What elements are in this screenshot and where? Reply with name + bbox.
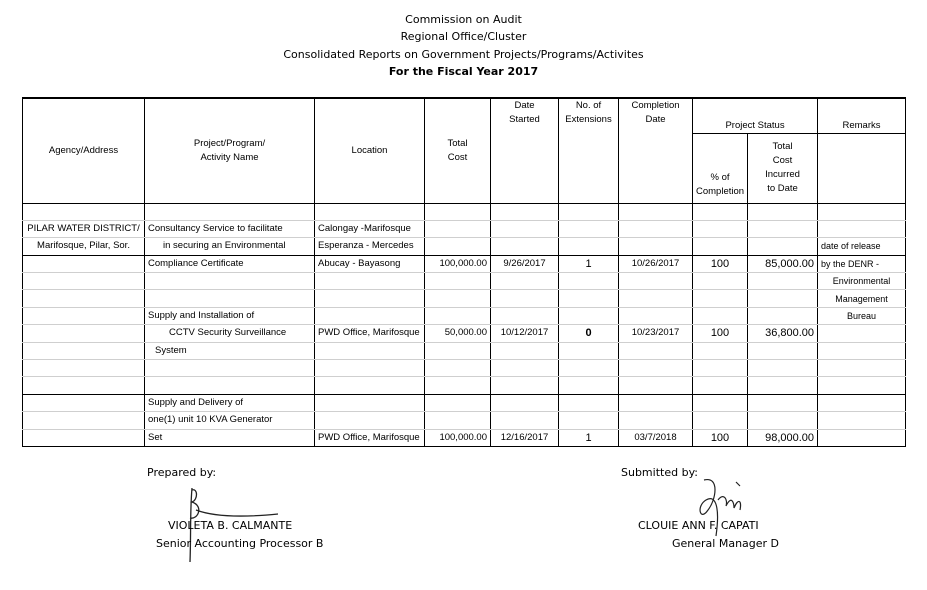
cell-remarks bbox=[818, 325, 906, 342]
column-header-project-status: Project Status bbox=[693, 98, 818, 133]
cell-completed bbox=[619, 238, 693, 255]
cell-started bbox=[491, 220, 559, 237]
cell-ext bbox=[559, 394, 619, 411]
cell-completed bbox=[619, 377, 693, 394]
cell-agency bbox=[23, 412, 145, 429]
table-row bbox=[23, 360, 906, 377]
cell-cost bbox=[425, 360, 491, 377]
table-row bbox=[23, 290, 906, 307]
cell-agency bbox=[23, 429, 145, 446]
submitted-by-title: General Manager D bbox=[672, 537, 780, 550]
cell-pct bbox=[693, 238, 748, 255]
cell-started bbox=[491, 307, 559, 324]
cell-incurred bbox=[748, 290, 818, 307]
cell-cost bbox=[425, 307, 491, 324]
cell-project: one(1) unit 10 KVA Generator bbox=[145, 412, 315, 429]
cell-completed bbox=[619, 360, 693, 377]
cell-agency bbox=[23, 290, 145, 307]
cell-location bbox=[315, 412, 425, 429]
cell-started: 9/26/2017 bbox=[491, 255, 559, 272]
submitted-by-label: Submitted by: bbox=[621, 466, 698, 479]
report-agency-title: Commission on Audit bbox=[405, 13, 522, 26]
cell-location: Abucay - Bayasong bbox=[315, 255, 425, 272]
prepared-by-name: VIOLETA B. CALMANTE bbox=[168, 519, 293, 532]
report-title: Consolidated Reports on Government Projects/Programs/Activites bbox=[283, 48, 644, 61]
cell-incurred bbox=[748, 377, 818, 394]
cell-location bbox=[315, 360, 425, 377]
cell-agency: Marifosque, Pilar, Sor. bbox=[23, 238, 145, 255]
cell-incurred bbox=[748, 273, 818, 290]
prepared-by-title: Senior Accounting Processor B bbox=[156, 537, 324, 550]
table-row bbox=[23, 325, 906, 342]
cell-pct: 100 bbox=[693, 325, 748, 342]
cell-started: 10/12/2017 bbox=[491, 325, 559, 342]
cell-agency bbox=[23, 307, 145, 324]
cell-remarks: Management bbox=[818, 290, 906, 307]
cell-pct bbox=[693, 220, 748, 237]
cell-pct bbox=[693, 394, 748, 411]
column-header-completion-date: Completion Date bbox=[619, 98, 693, 203]
cell-started bbox=[491, 412, 559, 429]
cell-location: Esperanza - Mercedes bbox=[315, 238, 425, 255]
cell-started bbox=[491, 290, 559, 307]
table-row bbox=[23, 255, 906, 272]
cell-pct bbox=[693, 377, 748, 394]
cell-cost bbox=[425, 273, 491, 290]
table-row bbox=[23, 342, 906, 359]
cell-remarks: date of release bbox=[818, 238, 906, 255]
cell-cost: 100,000.00 bbox=[425, 429, 491, 446]
cell-location bbox=[315, 342, 425, 359]
table-row bbox=[23, 394, 906, 411]
cell-remarks bbox=[818, 360, 906, 377]
cell-agency bbox=[23, 273, 145, 290]
cell-started bbox=[491, 360, 559, 377]
cell-project bbox=[145, 290, 315, 307]
cell-incurred: 36,800.00 bbox=[748, 325, 818, 342]
table-row bbox=[23, 238, 906, 255]
cell-remarks bbox=[818, 220, 906, 237]
cell-ext: 1 bbox=[559, 429, 619, 446]
column-header-extensions: No. of Extensions bbox=[559, 98, 619, 203]
cell-started bbox=[491, 394, 559, 411]
cell-cost: 100,000.00 bbox=[425, 255, 491, 272]
cell-agency bbox=[23, 255, 145, 272]
cell-pct bbox=[693, 273, 748, 290]
cell-incurred bbox=[748, 412, 818, 429]
cell-cost bbox=[425, 220, 491, 237]
cell-ext bbox=[559, 342, 619, 359]
table-row bbox=[23, 377, 906, 394]
cell-incurred bbox=[748, 220, 818, 237]
table-row bbox=[23, 412, 906, 429]
cell-started bbox=[491, 273, 559, 290]
cell-cost bbox=[425, 290, 491, 307]
cell-project: CCTV Security Surveillance bbox=[145, 325, 315, 342]
column-header-agency: Agency/Address bbox=[23, 98, 145, 203]
cell-pct: 100 bbox=[693, 255, 748, 272]
cell-remarks bbox=[818, 394, 906, 411]
column-header-cost-incurred: Total Cost Incurred to Date bbox=[748, 133, 818, 203]
cell-agency bbox=[23, 342, 145, 359]
column-header-date-started: Date Started bbox=[491, 98, 559, 203]
cell-ext bbox=[559, 360, 619, 377]
cell-pct bbox=[693, 412, 748, 429]
report-office-title: Regional Office/Cluster bbox=[400, 30, 527, 43]
cell-pct bbox=[693, 342, 748, 359]
cell-completed bbox=[619, 412, 693, 429]
cell-agency bbox=[23, 360, 145, 377]
cell-cost bbox=[425, 342, 491, 359]
cell-project: Compliance Certificate bbox=[145, 255, 315, 272]
cell-remarks bbox=[818, 342, 906, 359]
cell-ext bbox=[559, 273, 619, 290]
cell-cost bbox=[425, 238, 491, 255]
cell-cost bbox=[425, 412, 491, 429]
cell-incurred bbox=[748, 307, 818, 324]
cell-started bbox=[491, 342, 559, 359]
cell-completed bbox=[619, 290, 693, 307]
remarks-header-blank bbox=[818, 133, 906, 203]
table-row bbox=[23, 220, 906, 237]
cell-ext bbox=[559, 220, 619, 237]
fiscal-year-title: For the Fiscal Year 2017 bbox=[388, 65, 539, 78]
cell-completed: 03/7/2018 bbox=[619, 429, 693, 446]
cell-pct bbox=[693, 307, 748, 324]
cell-pct bbox=[693, 290, 748, 307]
cell-project bbox=[145, 360, 315, 377]
cell-project: Consultancy Service to facilitate bbox=[145, 220, 315, 237]
cell-ext bbox=[559, 307, 619, 324]
cell-ext bbox=[559, 377, 619, 394]
cell-ext: 0 bbox=[559, 325, 619, 342]
cell-location: PWD Office, Marifosque bbox=[315, 429, 425, 446]
cell-location bbox=[315, 377, 425, 394]
column-header-location: Location bbox=[315, 98, 425, 203]
projects-table bbox=[22, 97, 906, 447]
cell-incurred: 85,000.00 bbox=[748, 255, 818, 272]
cell-pct: 100 bbox=[693, 429, 748, 446]
cell-cost: 50,000.00 bbox=[425, 325, 491, 342]
cell-completed bbox=[619, 394, 693, 411]
column-header-project: Project/Program/ Activity Name bbox=[145, 98, 315, 203]
cell-incurred bbox=[748, 238, 818, 255]
cell-completed bbox=[619, 307, 693, 324]
table-spacer-row bbox=[23, 203, 906, 220]
table-row bbox=[23, 273, 906, 290]
cell-completed bbox=[619, 342, 693, 359]
cell-project: Supply and Installation of bbox=[145, 307, 315, 324]
column-header-remarks: Remarks bbox=[818, 98, 906, 133]
cell-cost bbox=[425, 394, 491, 411]
cell-pct bbox=[693, 360, 748, 377]
cell-completed: 10/23/2017 bbox=[619, 325, 693, 342]
cell-remarks bbox=[818, 429, 906, 446]
cell-remarks bbox=[818, 412, 906, 429]
cell-started bbox=[491, 377, 559, 394]
cell-remarks: Bureau bbox=[818, 307, 906, 324]
cell-project bbox=[145, 377, 315, 394]
table-row bbox=[23, 307, 906, 324]
cell-project: Set bbox=[145, 429, 315, 446]
cell-remarks bbox=[818, 377, 906, 394]
cell-location: Calongay -Marifosque bbox=[315, 220, 425, 237]
cell-completed: 10/26/2017 bbox=[619, 255, 693, 272]
table-header-row bbox=[23, 98, 906, 133]
cell-location bbox=[315, 307, 425, 324]
cell-started bbox=[491, 238, 559, 255]
cell-ext bbox=[559, 290, 619, 307]
cell-location bbox=[315, 290, 425, 307]
cell-project bbox=[145, 273, 315, 290]
cell-project: System bbox=[145, 342, 315, 359]
cell-cost bbox=[425, 377, 491, 394]
cell-incurred bbox=[748, 360, 818, 377]
cell-ext bbox=[559, 412, 619, 429]
cell-remarks: Environmental bbox=[818, 273, 906, 290]
cell-location: PWD Office, Marifosque bbox=[315, 325, 425, 342]
cell-started: 12/16/2017 bbox=[491, 429, 559, 446]
column-header-total-cost: Total Cost bbox=[425, 98, 491, 203]
prepared-by-label: Prepared by: bbox=[147, 466, 217, 479]
cell-remarks: by the DENR - bbox=[818, 255, 906, 272]
cell-location bbox=[315, 273, 425, 290]
cell-agency: PILAR WATER DISTRICT/ bbox=[23, 220, 145, 237]
submitted-by-name: CLOUIE ANN F. CAPATI bbox=[638, 519, 759, 532]
cell-incurred: 98,000.00 bbox=[748, 429, 818, 446]
cell-project: in securing an Environmental bbox=[145, 238, 315, 255]
cell-agency bbox=[23, 377, 145, 394]
column-header-percent-completion: % of Completion bbox=[693, 133, 748, 203]
cell-agency bbox=[23, 394, 145, 411]
table-row bbox=[23, 429, 906, 446]
cell-agency bbox=[23, 325, 145, 342]
cell-completed bbox=[619, 220, 693, 237]
cell-ext bbox=[559, 238, 619, 255]
cell-project: Supply and Delivery of bbox=[145, 394, 315, 411]
cell-completed bbox=[619, 273, 693, 290]
cell-incurred bbox=[748, 394, 818, 411]
cell-location bbox=[315, 394, 425, 411]
cell-incurred bbox=[748, 342, 818, 359]
cell-ext: 1 bbox=[559, 255, 619, 272]
